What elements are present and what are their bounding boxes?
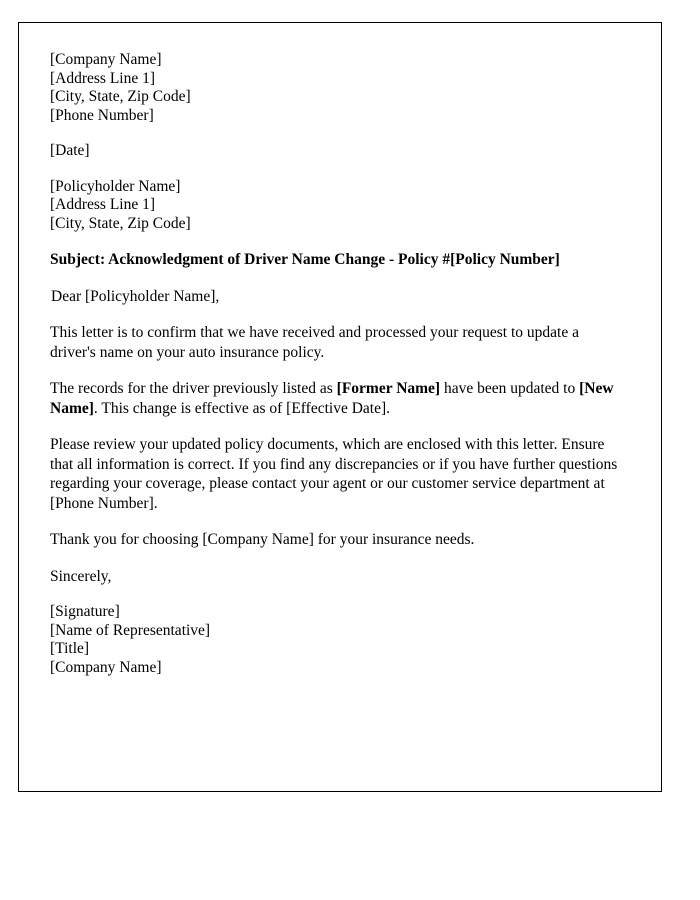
signature-line-name: [Name of Representative] bbox=[50, 621, 211, 639]
signature-line-signature: [Signature] bbox=[50, 603, 120, 620]
sender-line-address: [Address Line 1] bbox=[50, 69, 156, 87]
sender-address-block bbox=[50, 51, 623, 125]
paragraph-2-part-1: The records for the driver previously listed as bbox=[50, 380, 337, 397]
recipient-line-address: [Address Line 1] bbox=[50, 196, 156, 213]
signature-line-title: [Title] bbox=[50, 640, 90, 657]
sender-line-city: [City, State, Zip Code] bbox=[50, 88, 191, 105]
letter-content bbox=[50, 51, 623, 694]
body-paragraph-4: Thank you for choosing [Company Name] for your insurance needs. bbox=[50, 531, 475, 548]
former-name-value: [Former Name] bbox=[336, 380, 441, 397]
recipient-line-city: [City, State, Zip Code] bbox=[50, 214, 191, 232]
signature-block bbox=[50, 603, 623, 677]
date-line: [Date] bbox=[50, 142, 90, 159]
body-paragraph-3: Please review your updated policy documents, which are enclosed with this letter. Ensure that all information is correct. If you find any discrepancies or if you have further questions regarding your coverage, please contact your agent or our customer service department at [Phone Number]. bbox=[50, 436, 618, 512]
sender-line-phone: [Phone Number] bbox=[50, 106, 154, 124]
subject-line: Subject: Acknowledgment of Driver Name Change - Policy #[Policy Number] bbox=[50, 251, 560, 268]
paragraph-2-part-3: . This change is effective as of [Effective Date]. bbox=[93, 399, 391, 417]
recipient-line-name: [Policyholder Name] bbox=[50, 177, 181, 195]
date-block bbox=[50, 142, 623, 161]
sender-line-company: [Company Name] bbox=[50, 51, 162, 68]
paragraph-2-part-2: have been updated to bbox=[440, 380, 580, 397]
body-paragraph-2 bbox=[50, 379, 623, 418]
new-name-value: [New Name] bbox=[50, 380, 614, 417]
body-paragraph-1: This letter is to confirm that we have received and processed your request to update a driver's name on your auto insurance policy. bbox=[50, 324, 579, 361]
recipient-address-block bbox=[50, 178, 623, 234]
salutation-line: Dear [Policyholder Name], bbox=[51, 287, 220, 305]
signature-line-company: [Company Name] bbox=[50, 658, 162, 676]
letter-border-frame bbox=[18, 22, 662, 792]
closing-line: Sincerely, bbox=[50, 567, 112, 585]
